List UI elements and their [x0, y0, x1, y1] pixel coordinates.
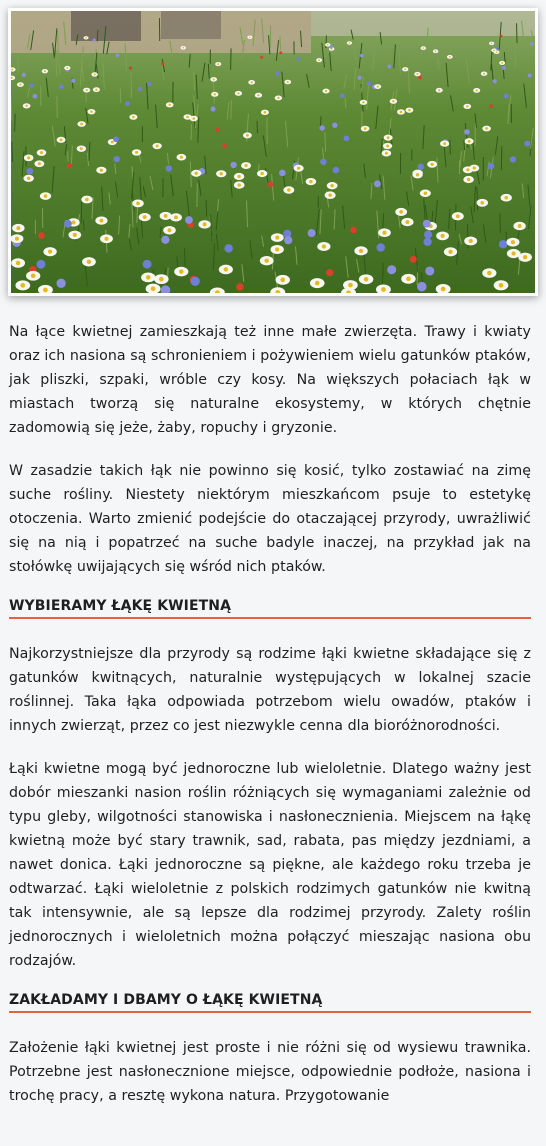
- article: [9, 320, 531, 1127]
- heading-establish-meadow: ZAKŁADAMY I DBAMY O ŁĄKĘ KWIETNĄ: [9, 992, 531, 1013]
- paragraph-meadow-types: Łąki kwietne mogą być jednoroczne lub wieloletnie. Dlatego ważny jest dobór mieszanki nasion roślin różniących się wymaganiami zależnie od typu gleby, wilgotności stanowiska i nasłonecznienia. Miejscem na łąkę kwietną może być stary trawnik, sad, rabata, pas między jezdniami, a nawet donica. Łąki jednoroczne są piękne, ale każdego roku trzeba je odtwarzać. Łąki wieloletnie z polskich rodzimych gatunków nie kwitną tak intensywnie, ale są lepsze dla rodzimej przyrody. Zalety roślin jednorocznych i wieloletnich można połączyć mieszając nasiona obu rodzajów.: [9, 761, 531, 969]
- heading-choose-meadow: WYBIERAMY ŁĄKĘ KWIETNĄ: [9, 598, 531, 619]
- meadow-image: [11, 11, 535, 293]
- paragraph-animals: Na łące kwietnej zamieszkają też inne małe zwierzęta. Trawy i kwiaty oraz ich nasiona są schronieniem i pożywieniem wielu gatunków ptaków, jak pliszki, szpaki, wróble czy kosy. Na większych połaciach łąk w miastach tworzą się naturalne ekosystemy, w których chętnie zadomowią się jeże, żaby, ropuchy i gryzonie.: [9, 324, 531, 436]
- paragraph-native-meadows: Najkorzystniejsze dla przyrody są rodzime łąki kwietne składające się z gatunków kwitnących, naturalnie występujących w lokalnej szacie roślinnej. Taka łąka odpowiada potrzebom wielu owadów, ptaków i innych zwierząt, przez co jest niezwykle cenna dla bioróżnorodności.: [9, 646, 531, 734]
- paragraph-winter: W zasadzie takich łąk nie powinno się kosić, tylko zostawiać na zimę suche rośliny. Niestety niektórym mieszkańcom psuje to estetykę otoczenia. Warto zmienić podejście do otaczającej przyrody, uwrażliwić się na nią i popatrzeć na suche badyle inaczej, na przykład jak na stołówkę uwijających się wśród nich ptaków.: [9, 463, 531, 575]
- photo-frame: [8, 8, 538, 296]
- paragraph-establishing: Założenie łąki kwietnej jest proste i nie różni się od wysiewu trawnika. Potrzebne jest nasłonecznione miejsce, odpowiednie podłoże, nasiona i trochę pracy, a resztę wykona natura. Przygotowanie: [9, 1040, 531, 1104]
- meadow-photo: [11, 11, 535, 293]
